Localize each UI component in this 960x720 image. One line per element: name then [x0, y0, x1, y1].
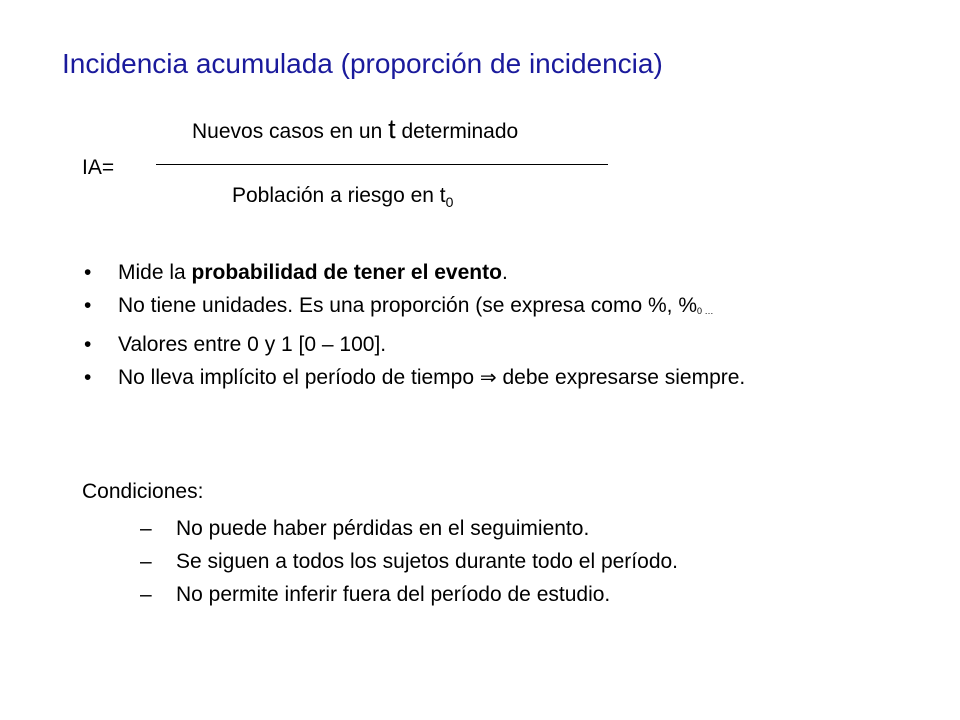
condition-text: No puede haber pérdidas en el seguimiento. — [176, 517, 590, 540]
condition-item — [140, 512, 678, 545]
dash-marker: – — [140, 550, 152, 573]
bullet-text: Valores entre 0 y 1 [0 – 100]. — [118, 333, 387, 356]
denominator-subscript: 0 — [445, 194, 454, 210]
conditions-list — [140, 512, 678, 611]
condition-text: No permite inferir fuera del período de estudio. — [176, 583, 611, 606]
slide-title: Incidencia acumulada (proporción de incidencia) — [62, 48, 663, 79]
bullet-text: No tiene unidades. Es una proporción (se expresa como %, % — [118, 294, 697, 317]
conditions-title: Condiciones: — [82, 480, 204, 503]
dash-marker: – — [140, 517, 152, 540]
denominator-text: Población a riesgo en t — [232, 184, 446, 207]
bullet-marker: • — [84, 333, 92, 356]
formula-denominator — [232, 184, 453, 210]
condition-item — [140, 578, 678, 611]
numerator-variable-t: t — [388, 114, 396, 144]
bullet-list — [82, 256, 745, 394]
bullet-marker: • — [84, 294, 92, 317]
bullet-marker: • — [84, 261, 92, 284]
formula-lhs: IA= — [82, 156, 115, 179]
bullet-item-range — [82, 328, 745, 361]
condition-item — [140, 545, 678, 578]
numerator-text-before: Nuevos casos en un — [192, 120, 389, 143]
bullet-item-time — [82, 361, 745, 394]
bullet-text: debe expresarse siempre. — [496, 366, 746, 389]
dash-marker: – — [140, 583, 152, 606]
implies-arrow-icon: ⇒ — [479, 365, 497, 389]
condition-text: Se siguen a todos los sujetos durante todo el período. — [176, 550, 679, 573]
bullet-bold-text: probabilidad de tener el evento — [191, 261, 502, 284]
bullet-text: Mide la — [118, 261, 192, 284]
bullet-item-units — [82, 289, 745, 328]
bullet-marker: • — [84, 366, 92, 389]
fraction-line — [156, 164, 608, 165]
bullet-tiny-text: 0 … — [697, 306, 714, 316]
formula-numerator — [192, 114, 518, 145]
bullet-item-probability — [82, 256, 745, 289]
bullet-text: No lleva implícito el período de tiempo — [118, 366, 480, 389]
numerator-text-after: determinado — [395, 120, 519, 143]
bullet-text: . — [501, 261, 508, 284]
